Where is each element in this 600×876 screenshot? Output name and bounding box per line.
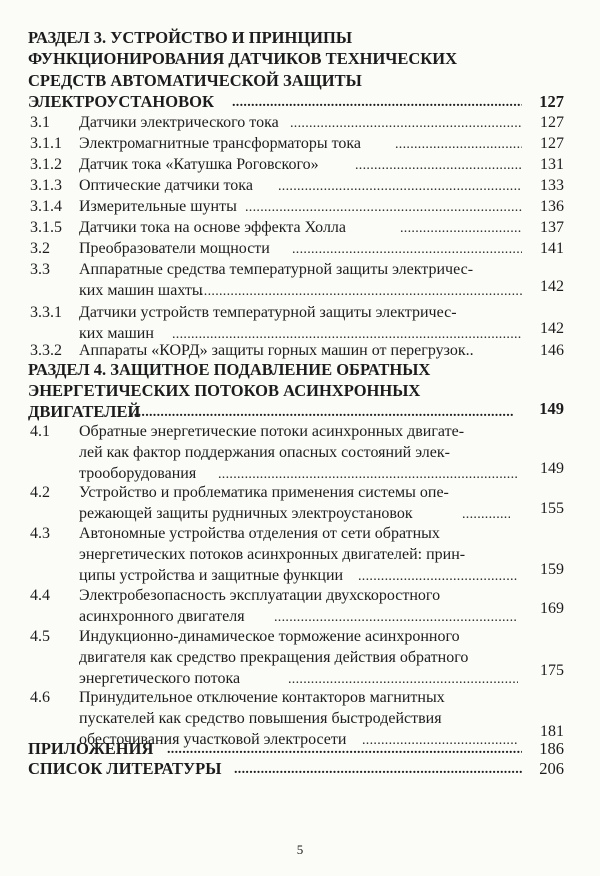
- toc-entry-text: Датчики устройств температурной защиты электричес-: [79, 304, 457, 321]
- dot-leader: [355, 154, 522, 176]
- toc-entry-text: асинхронного двигателя: [79, 608, 245, 625]
- toc-entry[interactable]: [0, 217, 600, 239]
- toc-page-number: 127: [540, 114, 564, 131]
- toc-entry-number: 4.3: [30, 525, 50, 542]
- toc-line: [0, 280, 600, 302]
- toc-entry-text: Аппаратные средства температурной защиты электричес-: [79, 261, 474, 278]
- toc-section-heading[interactable]: [0, 758, 600, 780]
- toc-page-number: 149: [539, 399, 564, 418]
- toc-entry-number: 4.5: [30, 628, 50, 645]
- toc-line: [0, 91, 600, 113]
- toc-entry[interactable]: [0, 626, 600, 648]
- dot-leader: [234, 758, 522, 780]
- toc-entry-text: Датчики тока на основе эффекта Холла: [79, 219, 347, 236]
- toc-entry-number: 3.3: [30, 261, 50, 278]
- toc-section-heading: [0, 359, 600, 381]
- toc-entry-text: трооборудования: [79, 465, 197, 482]
- toc-page-number: 131: [540, 156, 564, 173]
- toc-page-number: 159: [540, 561, 564, 578]
- toc-entry-text: обесточивания участковой электросети: [79, 731, 347, 748]
- toc-line: [0, 401, 600, 423]
- toc-entry-text: двигателя как средство прекращения действия обратного: [79, 649, 469, 666]
- dot-leader: [395, 133, 522, 155]
- toc-entry[interactable]: [0, 133, 600, 155]
- toc-line: [0, 708, 600, 730]
- toc-entry-number: 3.1.5: [30, 219, 62, 236]
- toc-line: [0, 442, 600, 464]
- toc-page-number: 127: [540, 135, 564, 152]
- toc-entry[interactable]: [0, 154, 600, 176]
- toc-page-number: 206: [539, 759, 564, 778]
- toc-entry-number: 4.2: [30, 484, 50, 501]
- toc-entry-text: Преобразователи мощности: [79, 240, 270, 257]
- dot-leader: [167, 738, 522, 760]
- dot-leader: [462, 503, 510, 525]
- dot-leader: [274, 606, 518, 628]
- dot-leader: [245, 196, 522, 218]
- toc-entry[interactable]: [0, 482, 600, 504]
- toc-entry-text: режающей защиты рудничных электроустановок: [79, 505, 413, 522]
- toc-entry-text: ципы устройства и защитные функции: [79, 567, 344, 584]
- toc-line: [0, 600, 600, 628]
- toc-line: [0, 70, 600, 92]
- toc-page-number: 155: [540, 500, 564, 517]
- toc-entry-text: РАЗДЕЛ 3. УСТРОЙСТВО И ПРИНЦИПЫ: [28, 28, 353, 47]
- toc-line: [0, 544, 600, 566]
- toc-entry-text: Измерительные шунты: [79, 198, 237, 215]
- toc-entry-text: РАЗДЕЛ 4. ЗАЩИТНОЕ ПОДАВЛЕНИЕ ОБРАТНЫХ: [28, 360, 431, 379]
- toc-entry[interactable]: [0, 238, 600, 260]
- toc-entry[interactable]: [0, 687, 600, 709]
- toc-entry-text: Оптические датчики тока: [79, 177, 253, 194]
- toc-entry-text: пускателей как средство повышения быстродействия: [79, 710, 442, 727]
- toc-page-number: 142: [540, 320, 564, 337]
- toc-entry-text: ЭЛЕКТРОУСТАНОВОК: [28, 92, 214, 111]
- toc-entry-text: ПРИЛОЖЕНИЯ: [28, 739, 154, 758]
- toc-page-number: 137: [540, 219, 564, 236]
- toc-page-number: 141: [540, 240, 564, 257]
- toc-entry[interactable]: [0, 112, 600, 134]
- toc-entry-number: 3.1.1: [30, 135, 62, 152]
- toc-entry-number: 3.1.2: [30, 156, 62, 173]
- toc-line: [0, 48, 600, 70]
- toc-page-number: 175: [540, 662, 564, 679]
- toc-entry[interactable]: [0, 302, 600, 324]
- toc-entry-text: энергетических потоков асинхронных двигателей: прин-: [79, 546, 466, 563]
- toc-entry-text: Обратные энергетические потоки асинхронных двигате-: [79, 423, 465, 440]
- toc-entry-number: 3.3.1: [30, 304, 62, 321]
- toc-entry-text: СПИСОК ЛИТЕРАТУРЫ: [28, 759, 222, 778]
- toc-entry-number: 3.1.4: [30, 198, 62, 215]
- toc-entry-number: 3.3.2: [30, 342, 62, 359]
- toc-page-number: 181: [540, 723, 564, 740]
- toc-entry-text: ких машин: [79, 325, 154, 342]
- dot-leader: [358, 565, 518, 587]
- page-number: 5: [296, 842, 304, 857]
- toc-section-heading: [0, 27, 600, 49]
- toc-page-number: 186: [539, 739, 564, 758]
- toc-entry-text: Принудительное отключение контакторов магнитных: [79, 689, 445, 706]
- toc-entry-number: 4.1: [30, 423, 50, 440]
- toc-entry-number: 4.4: [30, 587, 50, 604]
- toc-page-number: 146: [540, 342, 564, 359]
- toc-entry-number: 3.1.3: [30, 177, 62, 194]
- toc-entry[interactable]: [0, 421, 600, 443]
- toc-entry-text: ЭНЕРГЕТИЧЕСКИХ ПОТОКОВ АСИНХРОННЫХ: [28, 381, 421, 400]
- dot-leader: [278, 175, 522, 197]
- toc-entry[interactable]: [0, 259, 600, 281]
- toc-entry-number: 3.1: [30, 114, 50, 131]
- toc-entry-text: лей как фактор поддержания опасных состояний элек-: [79, 444, 450, 461]
- toc-entry-text: ких машин шахты: [79, 282, 203, 299]
- toc-line: [0, 647, 600, 669]
- toc-page-number: 149: [540, 460, 564, 477]
- toc-section-heading[interactable]: [0, 738, 600, 760]
- toc-entry[interactable]: [0, 175, 600, 197]
- toc-entry-number: 4.6: [30, 689, 50, 706]
- toc-entry-text: СРЕДСТВ АВТОМАТИЧЕСКОЙ ЗАЩИТЫ: [28, 71, 362, 90]
- toc-entry-text: Датчик тока «Катушка Роговского»: [79, 156, 319, 173]
- toc-entry-number: 3.2: [30, 240, 50, 257]
- toc-entry-text: Аппараты «КОРД» защиты горных машин от перегрузок..: [79, 342, 474, 359]
- toc-entry-text: ДВИГАТЕЛЕЙ: [28, 402, 141, 421]
- toc-entry-text: ФУНКЦИОНИРОВАНИЯ ДАТЧИКОВ ТЕХНИЧЕСКИХ: [28, 49, 458, 68]
- toc-entry-text: энергетического потока: [79, 670, 241, 687]
- toc-entry-text: Автономные устройства отделения от сети обратных: [79, 525, 440, 542]
- toc-page-number: 169: [540, 600, 564, 617]
- toc-page-number: 136: [540, 198, 564, 215]
- toc-page-number: 133: [540, 177, 564, 194]
- toc-entry-text: Индукционно-динамическое торможение асинхронного: [79, 628, 460, 645]
- dot-leader: [292, 238, 522, 260]
- toc-page-number: 127: [539, 92, 564, 111]
- dot-leader: [232, 91, 522, 113]
- toc-entry-text: Электробезопасность эксплуатации двухскоростного: [79, 587, 441, 604]
- toc-entry[interactable]: [0, 196, 600, 218]
- toc-line: [0, 561, 600, 587]
- toc-page-number: 142: [540, 278, 564, 295]
- toc-entry-text: Устройство и проблематика применения системы опе-: [79, 484, 449, 501]
- dot-leader: [400, 217, 522, 239]
- toc-entry-text: Датчики электрического тока: [79, 114, 279, 131]
- dot-leader: [130, 401, 514, 423]
- toc-entry-text: Электромагнитные трансформаторы тока: [79, 135, 362, 152]
- dot-leader: [290, 112, 522, 134]
- toc-entry[interactable]: [0, 585, 600, 607]
- toc-line: [0, 380, 600, 402]
- dot-leader: [200, 280, 522, 302]
- toc-line: [0, 500, 600, 525]
- toc-entry[interactable]: [0, 523, 600, 545]
